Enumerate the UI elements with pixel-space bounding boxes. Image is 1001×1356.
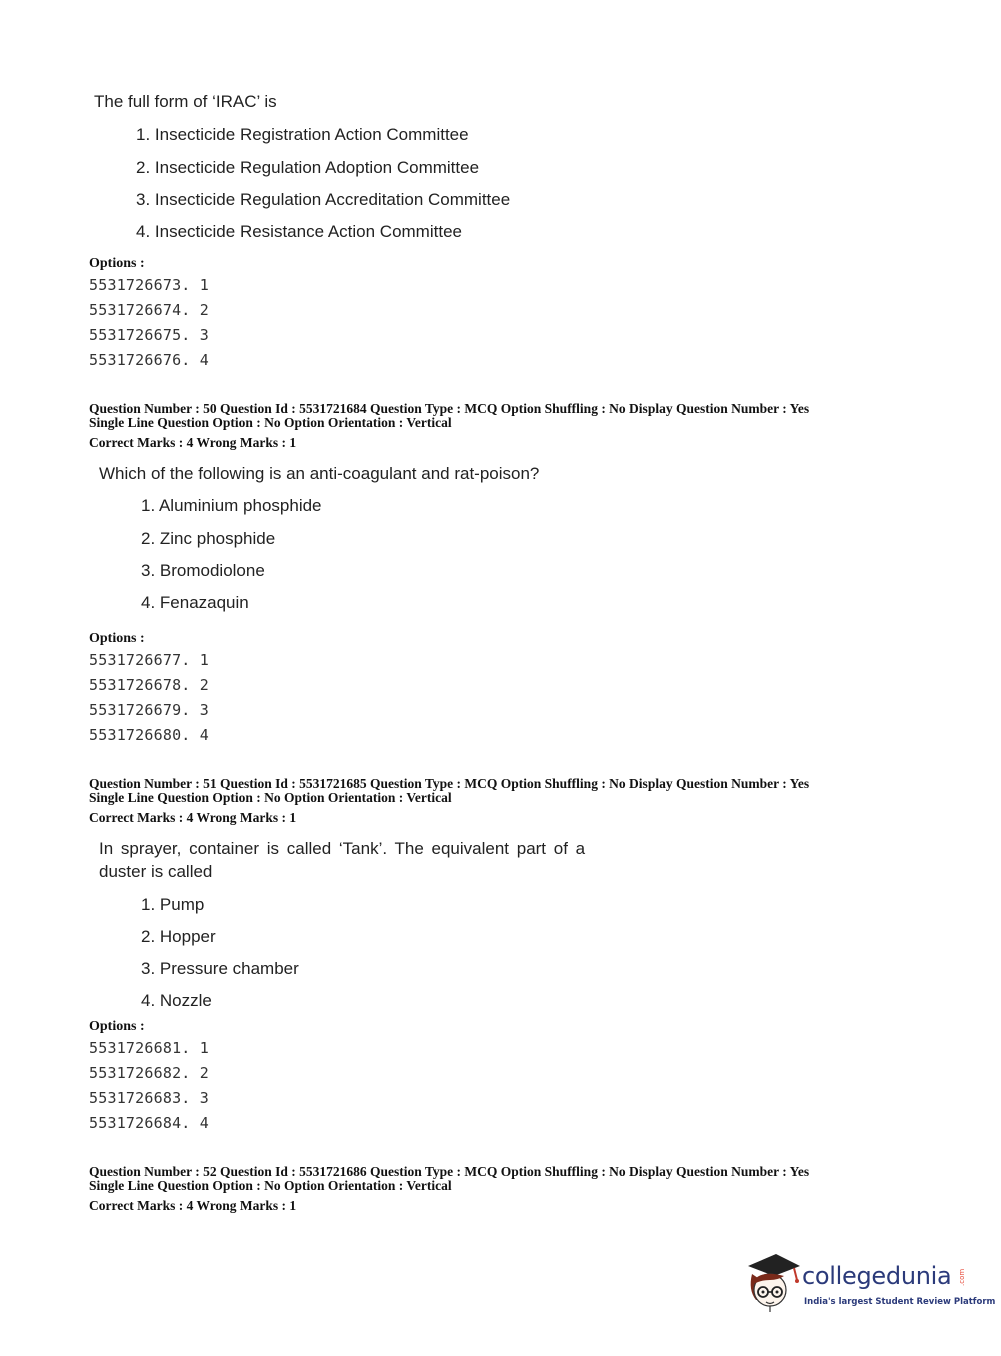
- q51-question-line-2: duster is called: [99, 862, 213, 881]
- q50-option-id-4: 5531726680. 4: [89, 726, 209, 744]
- q50-choice-2: 2. Zinc phosphide: [141, 529, 276, 548]
- q52-meta-line-2: Single Line Question Option : No Option Orientation : Vertical: [89, 1178, 452, 1193]
- q51-choice-3: 3. Pressure chamber: [141, 959, 299, 978]
- collegedunia-logo: [742, 1250, 996, 1320]
- logo-tld: .com: [958, 1268, 966, 1286]
- q50-option-id-1: 5531726677. 1: [89, 651, 209, 669]
- q50-question: Which of the following is an anti-coagulant and rat-poison?: [99, 464, 540, 483]
- q51-option-id-2: 5531726682. 2: [89, 1064, 209, 1082]
- q49-choice-4: 4. Insecticide Resistance Action Committee: [136, 222, 462, 241]
- q49-option-id-2: 5531726674. 2: [89, 301, 209, 319]
- q49-option-id-4: 5531726676. 4: [89, 351, 209, 369]
- logo-tagline: India's largest Student Review Platform: [804, 1297, 996, 1307]
- q50-meta-line-1: Question Number : 50 Question Id : 5531721684 Question Type : MCQ Option Shuffling : No Display Question Number : Yes: [89, 401, 810, 416]
- q51-choice-2: 2. Hopper: [141, 927, 216, 946]
- q50-choice-3: 3. Bromodiolone: [141, 561, 265, 580]
- q51-option-id-3: 5531726683. 3: [89, 1089, 209, 1107]
- q49-option-id-1: 5531726673. 1: [89, 276, 209, 294]
- q49-option-id-3: 5531726675. 3: [89, 326, 209, 344]
- q50-meta-line-2: Single Line Question Option : No Option Orientation : Vertical: [89, 415, 452, 430]
- q51-meta-line-1: Question Number : 51 Question Id : 5531721685 Question Type : MCQ Option Shuffling : No Display Question Number : Yes: [89, 776, 810, 791]
- q49-choice-3: 3. Insecticide Regulation Accreditation Committee: [136, 190, 511, 209]
- logo-wordmark: collegedunia: [802, 1262, 952, 1290]
- q50-option-id-3: 5531726679. 3: [89, 701, 209, 719]
- q49-question: The full form of ‘IRAC’ is: [94, 92, 277, 111]
- q51-question-line-1: In sprayer, container is called ‘Tank’. The equivalent part of a: [99, 839, 586, 858]
- q51-choice-4: 4. Nozzle: [141, 991, 212, 1010]
- q51-option-id-4: 5531726684. 4: [89, 1114, 209, 1132]
- q50-options-label: Options :: [89, 631, 145, 646]
- q50-option-id-2: 5531726678. 2: [89, 676, 209, 694]
- q49-choice-1: 1. Insecticide Registration Action Committee: [136, 125, 469, 144]
- q50-marks: Correct Marks : 4 Wrong Marks : 1: [89, 435, 297, 450]
- q51-marks: Correct Marks : 4 Wrong Marks : 1: [89, 810, 297, 825]
- q50-choice-1: 1. Aluminium phosphide: [141, 496, 322, 515]
- q51-meta-line-2: Single Line Question Option : No Option Orientation : Vertical: [89, 790, 452, 805]
- q49-choice-2: 2. Insecticide Regulation Adoption Committee: [136, 158, 480, 177]
- mascot-icon: [742, 1250, 804, 1312]
- q51-options-label: Options :: [89, 1019, 145, 1034]
- q52-meta-line-1: Question Number : 52 Question Id : 5531721686 Question Type : MCQ Option Shuffling : No Display Question Number : Yes: [89, 1164, 810, 1179]
- q51-choice-1: 1. Pump: [141, 895, 205, 914]
- q49-options-label: Options :: [89, 256, 145, 271]
- q52-marks: Correct Marks : 4 Wrong Marks : 1: [89, 1198, 297, 1213]
- q51-option-id-1: 5531726681. 1: [89, 1039, 209, 1057]
- q50-choice-4: 4. Fenazaquin: [141, 593, 249, 612]
